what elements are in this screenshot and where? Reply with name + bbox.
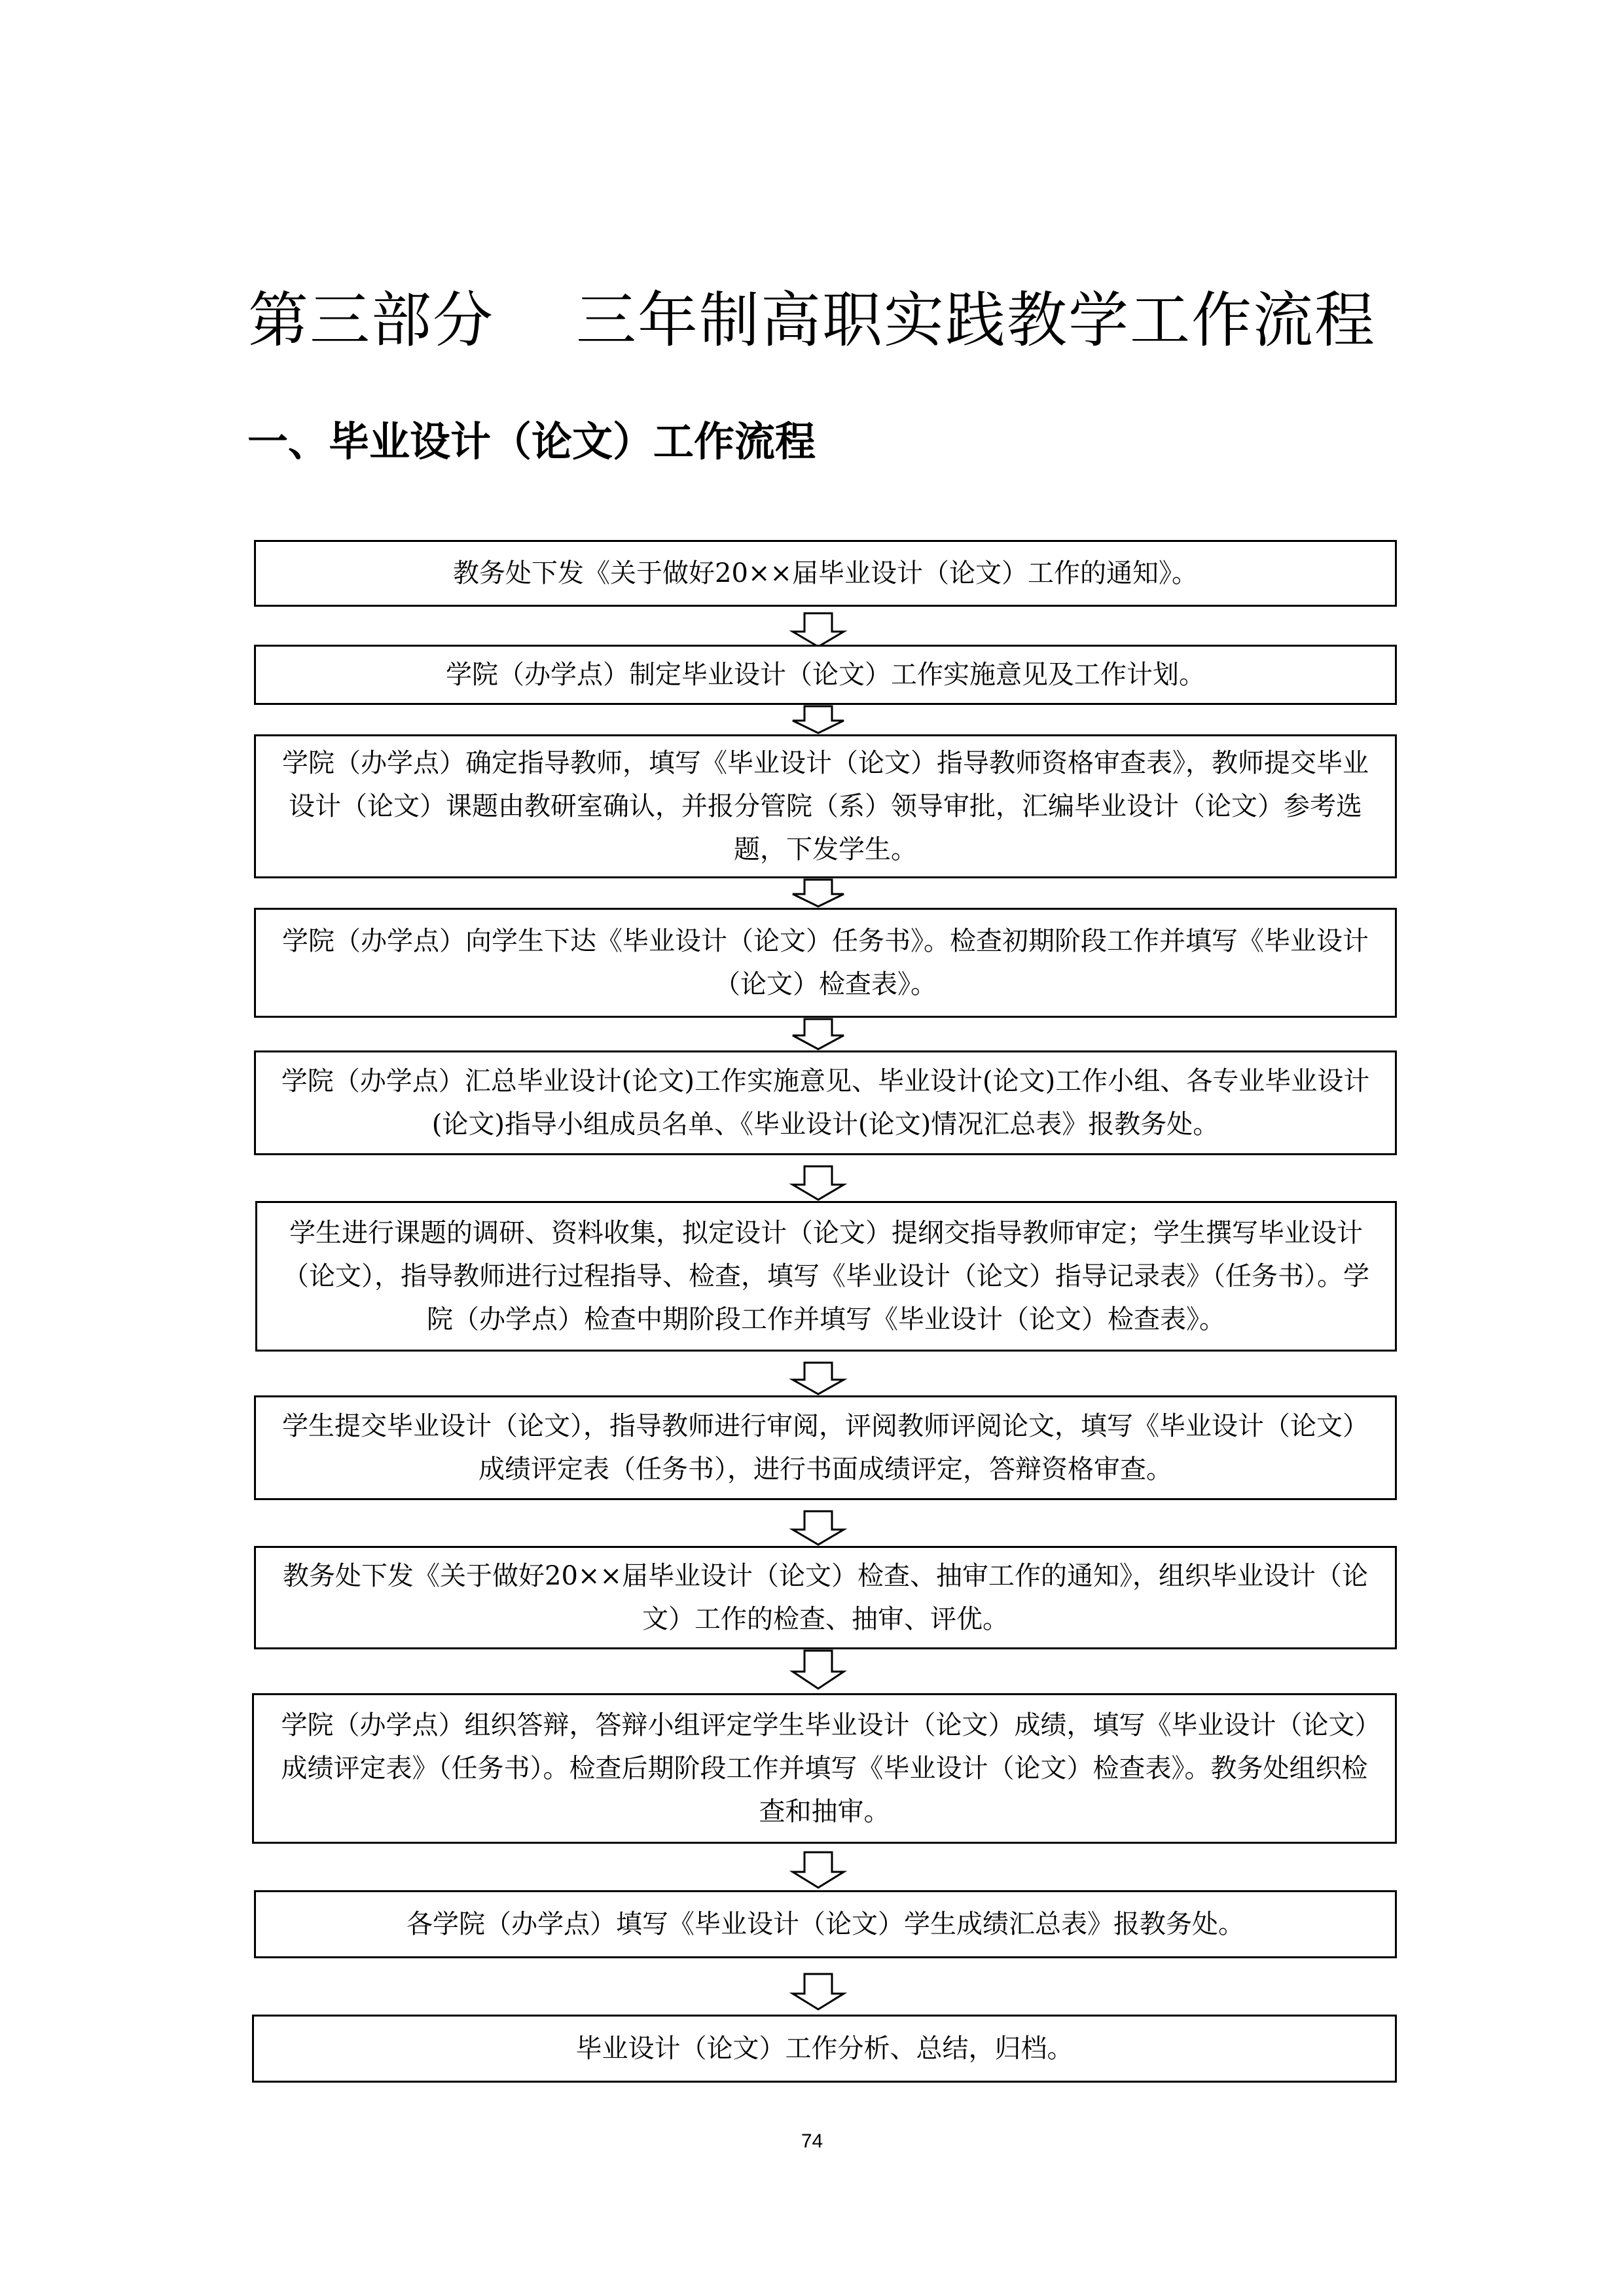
flow-step-7 [254,1395,1397,1500]
flow-step-text: 学生进行课题的调研、资料收集，拟定设计（论文）提纲交指导教师审定；学生撰写毕业设计（论文），指导教师进行过程指导、检查，填写《毕业设计（论文）指导记录表》（任务书）。学院（办学点）检查中期阶段工作并填写《毕业设计（论文）检查表》。 [283,1218,1369,1335]
section-title: 一、毕业设计（论文）工作流程 [247,418,816,465]
flow-step-text: 学院（办学点）汇总毕业设计(论文)工作实施意见、毕业设计(论文)工作小组、各专业毕业设计(论文)指导小组成员名单、《毕业设计(论文)情况汇总表》报教务处。 [281,1066,1370,1139]
flow-step-5 [254,1050,1397,1155]
page-number: 74 [801,2130,823,2152]
flow-step-text: 学院（办学点）制定毕业设计（论文）工作实施意见及工作计划。 [446,660,1205,690]
flow-step-text: 各学院（办学点）填写《毕业设计（论文）学生成绩汇总表》报教务处。 [406,1909,1244,1939]
flow-step-1 [254,540,1397,607]
down-arrow-icon [789,705,848,734]
flow-step-text: 教务处下发《关于做好20××届毕业设计（论文）检查、抽审工作的通知》，组织毕业设计（论文）工作的检查、抽审、评优。 [283,1561,1368,1634]
flow-step-text: 学院（办学点）组织答辩，答辩小组评定学生毕业设计（论文）成绩，填写《毕业设计（论文）成绩评定表》（任务书）。检查后期阶段工作并填写《毕业设计（论文）检查表》。教务处组织检查和抽审。 [281,1710,1368,1827]
flow-step-8 [254,1546,1397,1649]
down-arrow-icon [789,1165,848,1201]
flow-step-text: 教务处下发《关于做好20××届毕业设计（论文）工作的通知》。 [453,558,1198,588]
down-arrow-icon [789,1973,848,2011]
down-arrow-icon [789,1018,848,1050]
flow-step-10 [254,1890,1397,1958]
flow-step-text: 毕业设计（论文）工作分析、总结，归档。 [575,2034,1074,2064]
flow-step-2 [254,645,1397,705]
flow-step-text: 学院（办学点）确定指导教师，填写《毕业设计（论文）指导教师资格审查表》，教师提交毕业设计（论文）课题由教研室确认，并报分管院（系）领导审批，汇编毕业设计（论文）参考选题，下发学生。 [282,748,1369,865]
down-arrow-icon [789,878,848,908]
down-arrow-icon [789,1361,848,1395]
flow-step-text: 学生提交毕业设计（论文），指导教师进行审阅，评阅教师评阅论文，填写《毕业设计（论文）成绩评定表（任务书），进行书面成绩评定，答辩资格审查。 [282,1411,1369,1484]
down-arrow-icon [789,612,848,648]
down-arrow-icon [789,1851,848,1889]
flow-step-3 [254,734,1397,878]
flow-step-11 [252,2015,1397,2083]
down-arrow-icon [789,1510,848,1546]
down-arrow-icon [789,1649,848,1690]
flow-step-6 [255,1201,1397,1352]
flow-step-9 [252,1693,1397,1844]
flow-step-4 [254,908,1397,1018]
page-title: 第三部分 三年制高职实践教学工作流程 [248,285,1376,355]
flow-step-text: 学院（办学点）向学生下达《毕业设计（论文）任务书》。检查初期阶段工作并填写《毕业设计（论文）检查表》。 [282,926,1369,999]
